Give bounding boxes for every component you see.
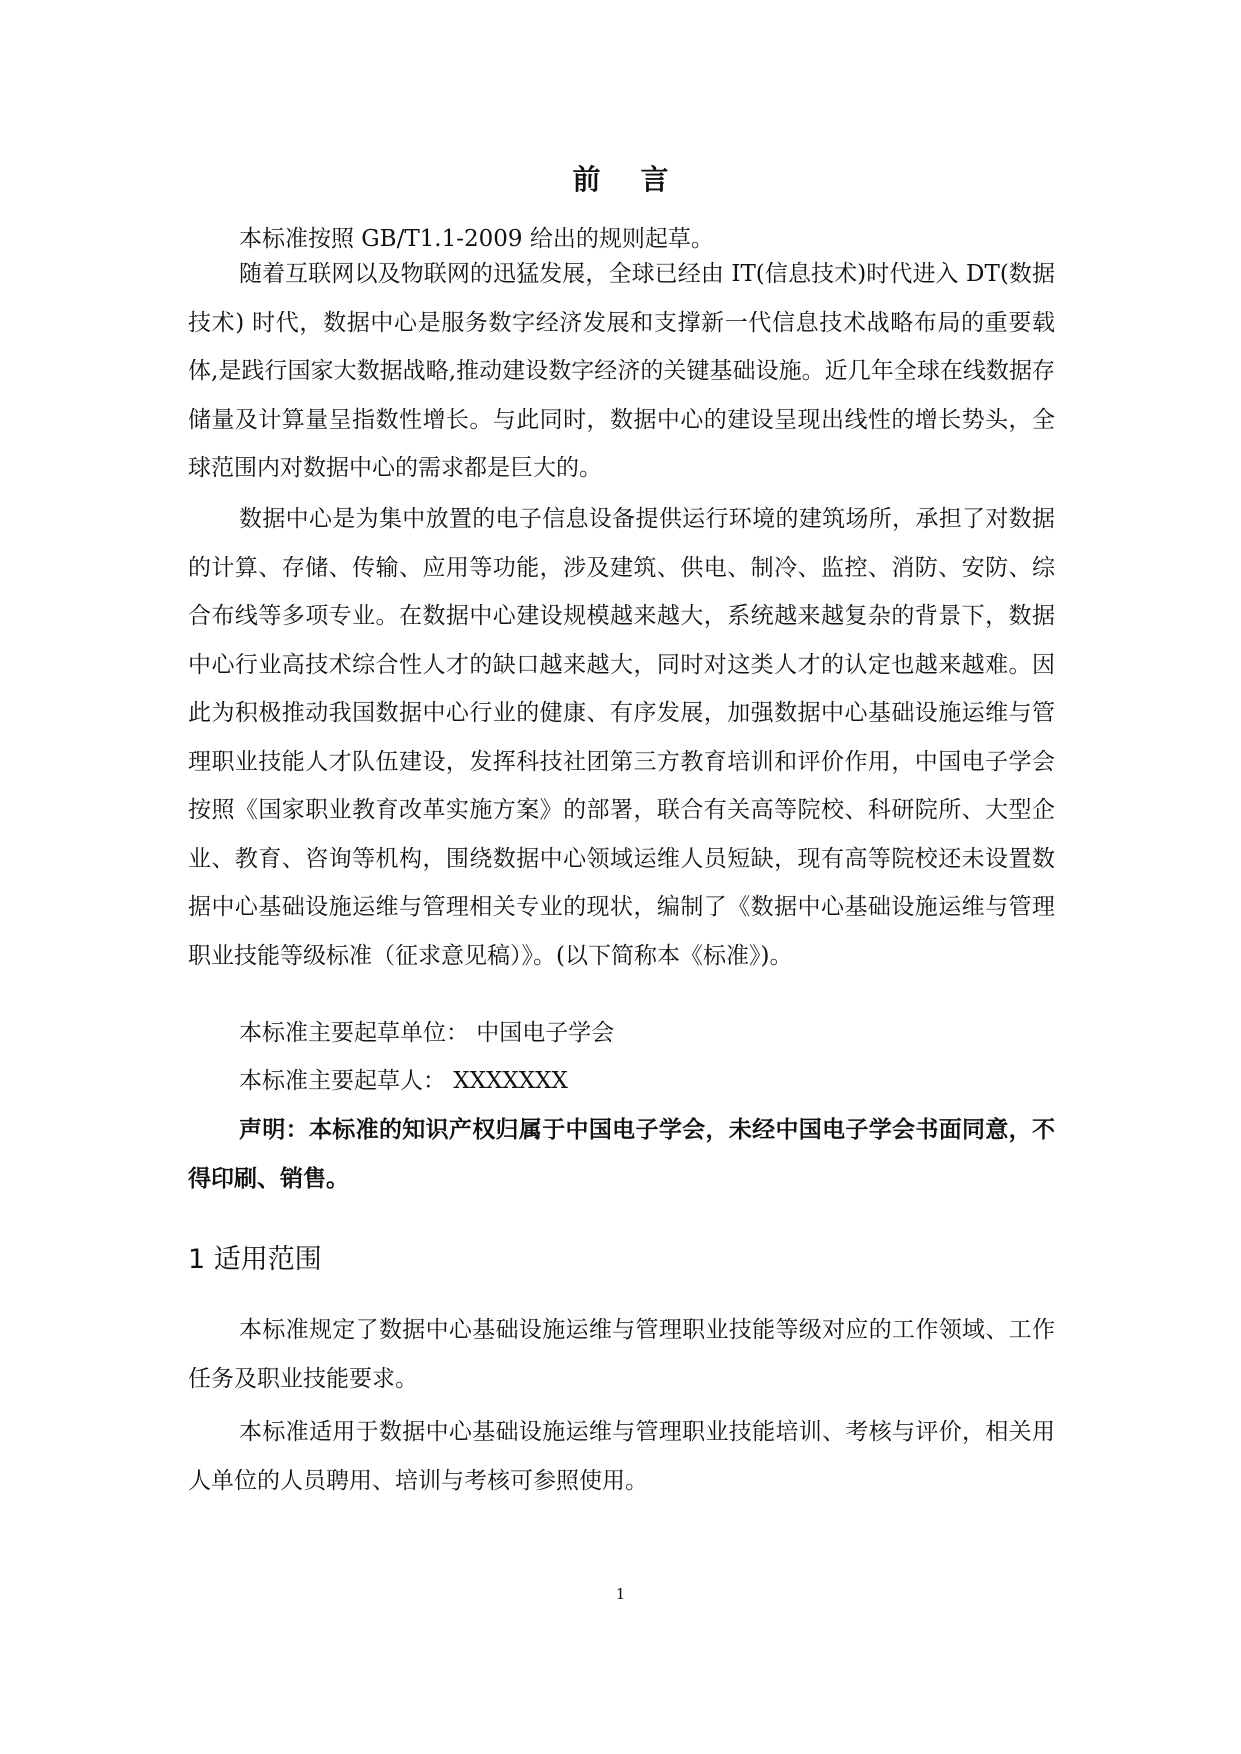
- preface-title-first: 前: [572, 163, 601, 196]
- preface-paragraph-background: 随着互联网以及物联网的迅猛发展，全球已经由 IT(信息技术)时代进入 DT(数据技术) 时代，数据中心是服务数字经济发展和支撑新一代信息技术战略布局的重要载体,是践行国家大数据战略,推动建设数字经济的关键基础设施。近几年全球在线数据存储量及计算量呈指数性增长。与此同时，数据中心的建设呈现出线性的增长势头，全球范围内对数据中心的需求都是巨大的。: [188, 261, 1055, 481]
- section-1-heading: 1 适用范围: [188, 1244, 322, 1275]
- section-1-paragraph-scope: 本标准规定了数据中心基础设施运维与管理职业技能等级对应的工作领域、工作任务及职业技能要求。: [188, 1317, 1055, 1392]
- section-1-paragraph-applicability: 本标准适用于数据中心基础设施运维与管理职业技能培训、考核与评价，相关用人单位的人员聘用、培训与考核可参照使用。: [188, 1419, 1055, 1494]
- preface-title-second: 言: [640, 163, 669, 196]
- preface-paragraph-statement: 声明：本标准的知识产权归属于中国电子学会，未经中国电子学会书面同意，不得印刷、销售。: [188, 1116, 1055, 1192]
- preface-paragraph-drafting-unit: 本标准主要起草单位： 中国电子学会: [239, 1020, 615, 1046]
- page-number: 1: [615, 1585, 626, 1603]
- preface-title: [0, 160, 1241, 200]
- preface-paragraph-drafting-rules: 本标准按照 GB/T1.1-2009 给出的规则起草。: [239, 226, 714, 252]
- preface-paragraph-drafters: 本标准主要起草人： XXXXXXX: [239, 1068, 568, 1094]
- preface-paragraph-purpose: 数据中心是为集中放置的电子信息设备提供运行环境的建筑场所，承担了对数据的计算、存储、传输、应用等功能，涉及建筑、供电、制冷、监控、消防、安防、综合布线等多项专业。在数据中心建设规模越来越大，系统越来越复杂的背景下，数据中心行业高技术综合性人才的缺口越来越大，同时对这类人才的认定也越来越难。因此为积极推动我国数据中心行业的健康、有序发展，加强数据中心基础设施运维与管理职业技能人才队伍建设，发挥科技社团第三方教育培训和评价作用，中国电子学会按照《国家职业教育改革实施方案》的部署，联合有关高等院校、科研院所、大型企业、教育、咨询等机构，围绕数据中心领域运维人员短缺，现有高等院校还未设置数据中心基础设施运维与管理相关专业的现状，编制了《数据中心基础设施运维与管理职业技能等级标准（征求意见稿）》。(以下简称本《标准》)。: [188, 506, 1055, 969]
